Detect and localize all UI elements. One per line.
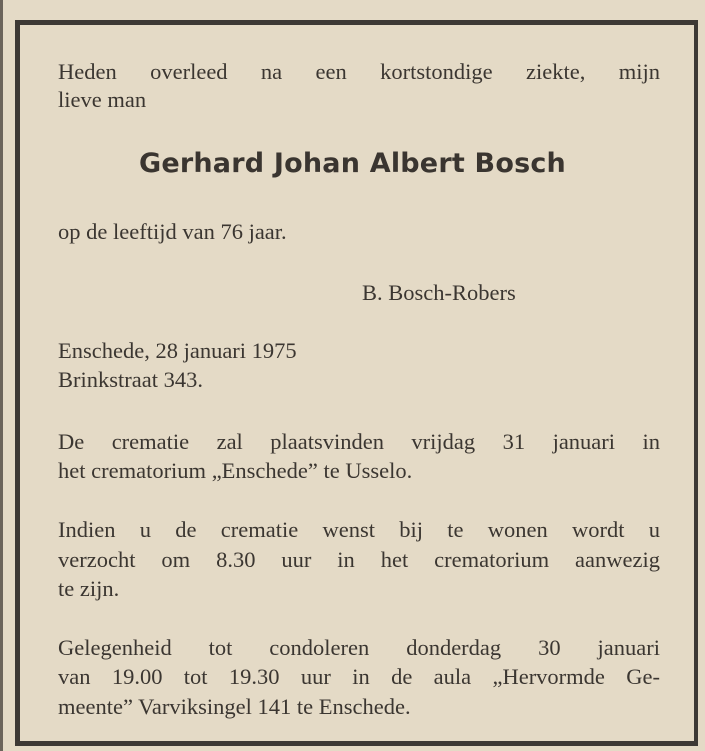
page-edge [0, 0, 3, 751]
place-date: Enschede, 28 januari 1975 [58, 338, 297, 363]
cremation-line-2: het crematorium „Enschede” te Usselo. [58, 458, 413, 483]
attend-line-3: te zijn. [58, 576, 120, 601]
cremation-line-1: De crematie zal plaatsvinden vrijdag 31 januari in [58, 429, 660, 454]
condolence-line-2: van 19.00 tot 19.30 uur in de aula „Hervormde Ge- [58, 664, 660, 689]
attend-line-2: verzocht om 8.30 uur in het crematorium aanwezig [58, 547, 660, 572]
address: Brinkstraat 343. [58, 367, 203, 392]
intro-line-2: lieve man [58, 87, 147, 112]
deceased-name: Gerhard Johan Albert Bosch [139, 148, 566, 179]
intro-line-1: Heden overleed na een kortstondige ziekte, mijn [58, 59, 660, 84]
signature: B. Bosch-Robers [362, 280, 516, 305]
condolence-line-3: meente” Varviksingel 141 te Enschede. [58, 694, 411, 719]
age-line: op de leeftijd van 76 jaar. [58, 219, 287, 244]
attend-line-1: Indien u de crematie wenst bij te wonen wordt u [58, 517, 660, 542]
condolence-line-1: Gelegenheid tot condoleren donderdag 30 januari [58, 635, 660, 660]
